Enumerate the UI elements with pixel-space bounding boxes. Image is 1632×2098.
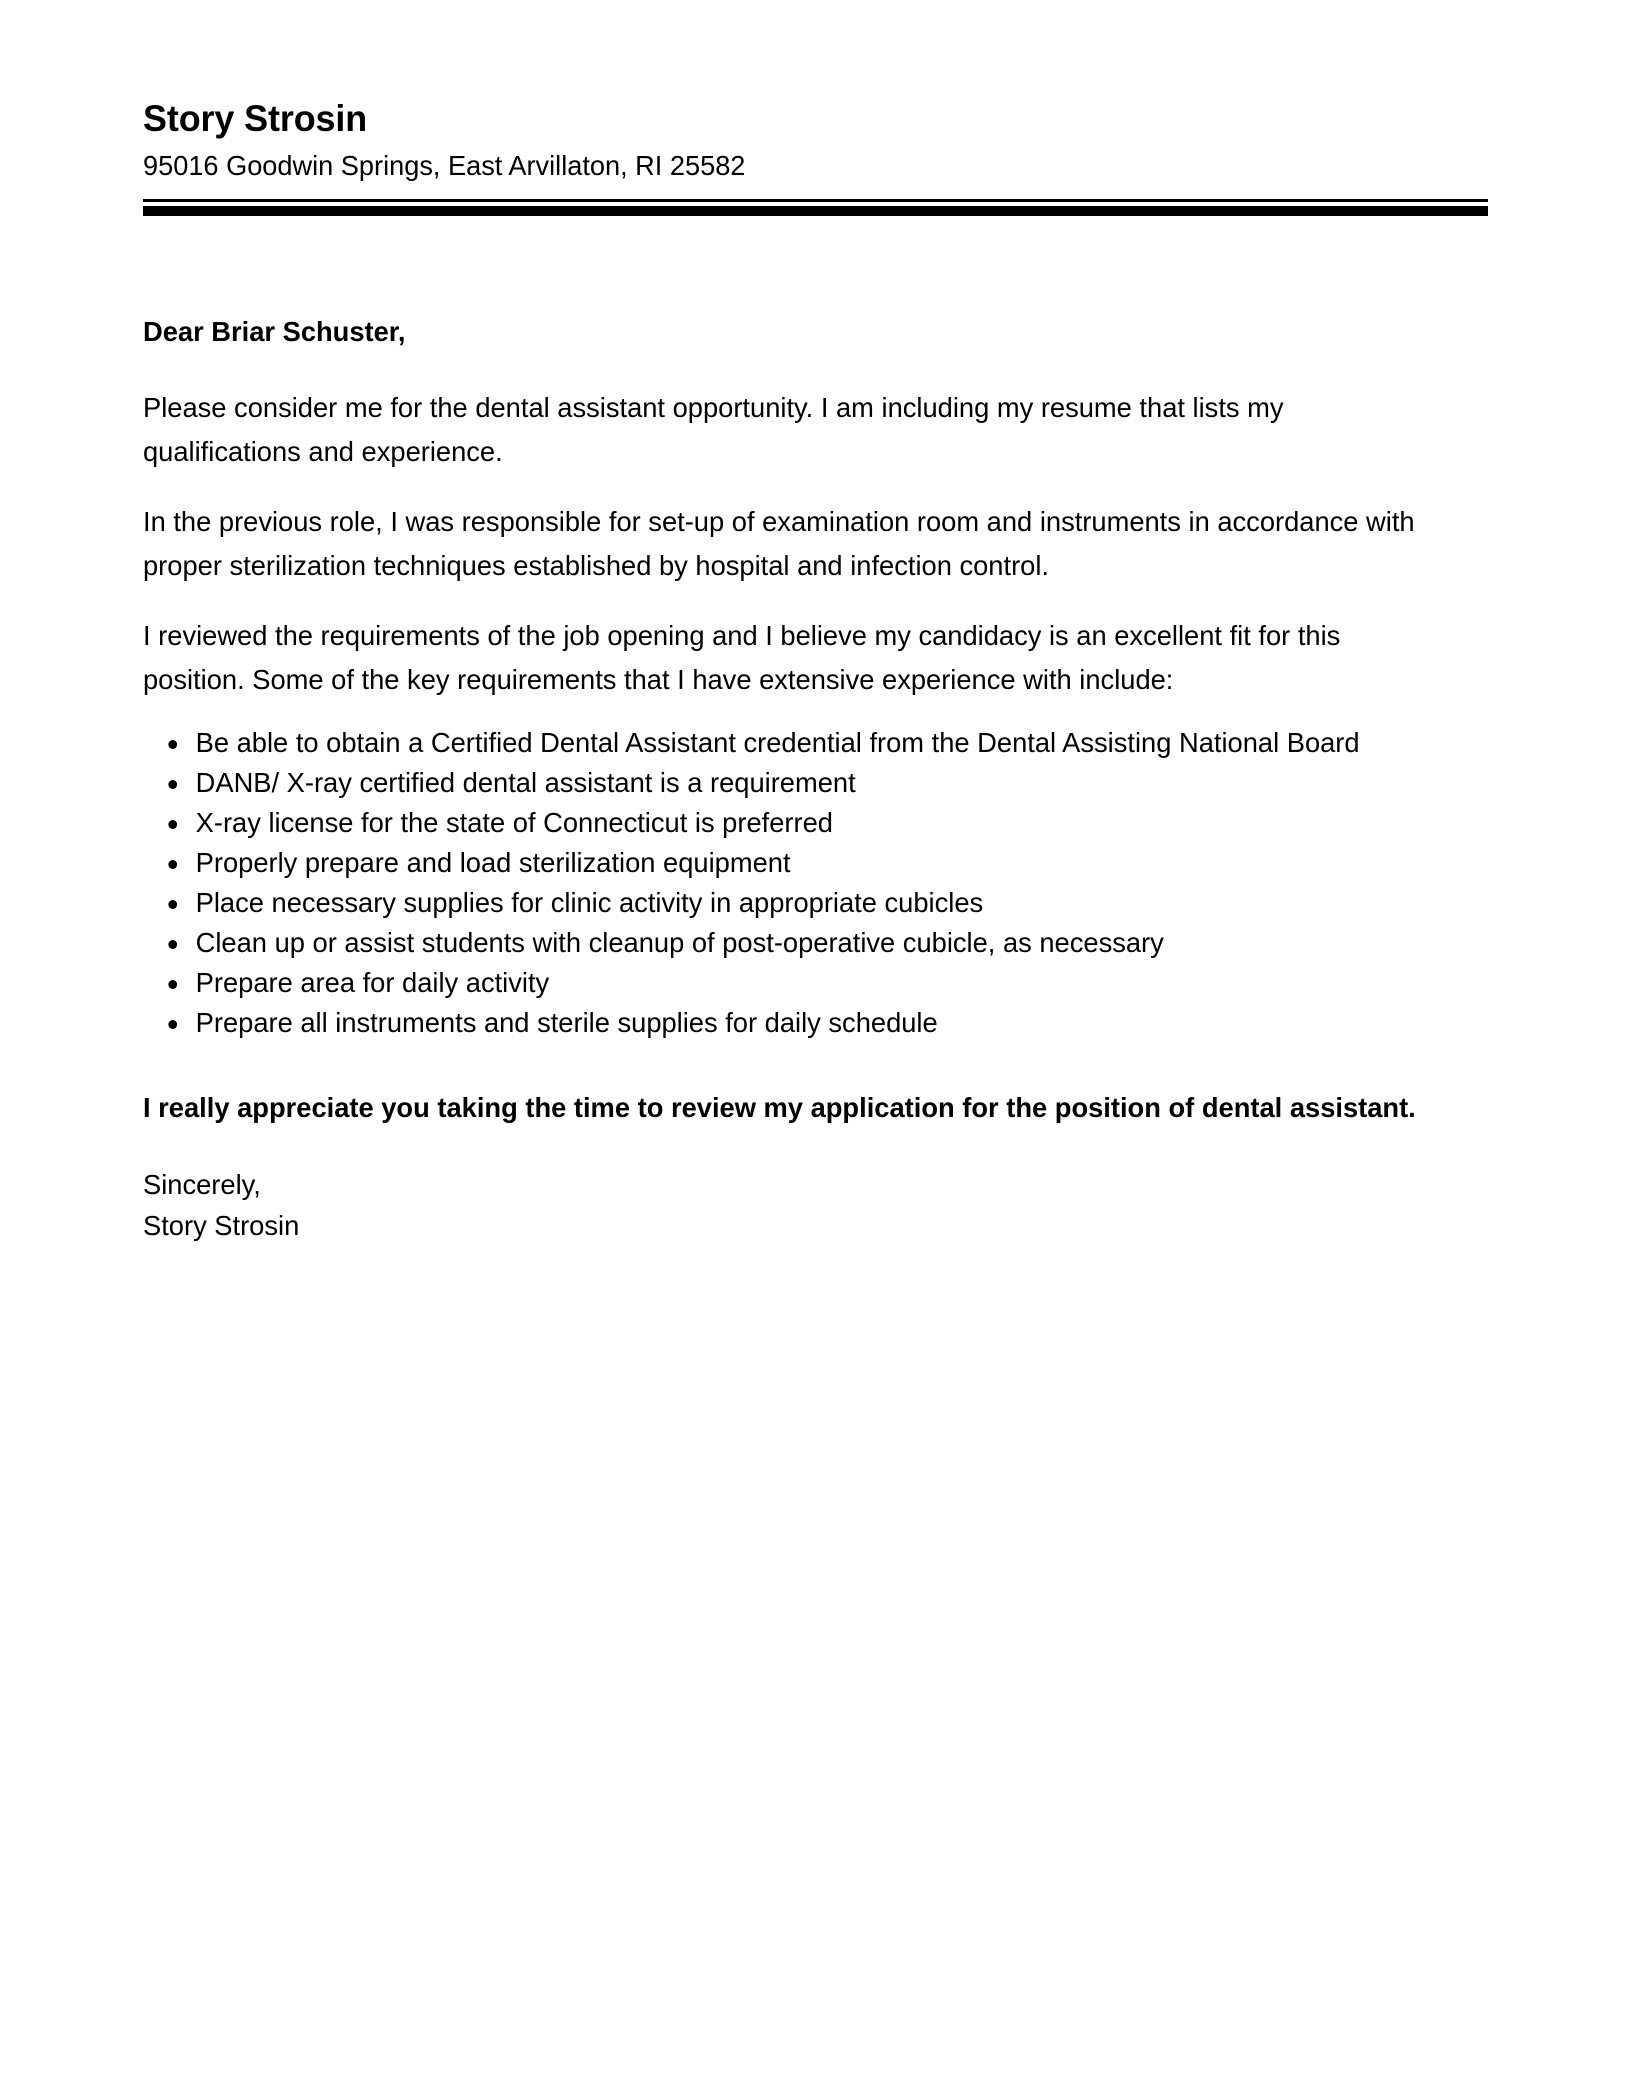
bullet-dot-icon — [168, 780, 177, 789]
list-item-label: Clean up or assist students with cleanup of post-operative cubicle, as necessary — [195, 927, 1164, 958]
list-item-label: X-ray license for the state of Connecticut is preferred — [195, 807, 833, 838]
list-item — [143, 928, 1445, 958]
letterhead — [143, 96, 1488, 184]
signer-name: Story Strosin — [143, 1210, 300, 1241]
bullet-dot-icon — [168, 820, 177, 829]
list-item-label: Prepare all instruments and sterile supplies for daily schedule — [195, 1007, 938, 1038]
list-item-label: Prepare area for daily activity — [195, 967, 550, 998]
letter-paragraph-2: In the previous role, I was responsible for set-up of examination room and instruments in accordance with proper sterilization techniques established by hospital and infection control. — [143, 506, 1415, 581]
bullet-dot-icon — [168, 1020, 177, 1029]
letter-paragraph-3: I reviewed the requirements of the job opening and I believe my candidacy is an excellent fit for this position. Some of the key requirements that I have extensive experience with include: — [143, 620, 1341, 695]
list-item — [143, 1008, 1445, 1038]
requirements-list — [143, 728, 1445, 1038]
bullet-dot-icon — [168, 740, 177, 749]
letterhead-divider — [143, 199, 1488, 216]
list-item — [143, 968, 1445, 998]
bullet-dot-icon — [168, 980, 177, 989]
list-item — [143, 848, 1445, 878]
list-item — [143, 728, 1445, 758]
list-item-label: Be able to obtain a Certified Dental Assistant credential from the Dental Assisting National Board — [195, 727, 1360, 758]
letter-body — [143, 312, 1478, 1246]
divider-thick-rule — [143, 206, 1488, 216]
sign-off: Sincerely, — [143, 1169, 261, 1200]
list-item — [143, 768, 1445, 798]
salutation: Dear Briar Schuster, — [143, 316, 406, 347]
bullet-dot-icon — [168, 860, 177, 869]
list-item — [143, 808, 1445, 838]
list-item-label: Place necessary supplies for clinic activity in appropriate cubicles — [195, 887, 984, 918]
list-item — [143, 888, 1445, 918]
signature-block — [143, 1164, 1445, 1246]
list-item-label: Properly prepare and load sterilization equipment — [195, 847, 791, 878]
sender-address: 95016 Goodwin Springs, East Arvillaton, RI 25582 — [143, 150, 746, 181]
closing-statement: I really appreciate you taking the time to review my application for the position of dental assistant. — [143, 1092, 1416, 1123]
letter-paragraph-1: Please consider me for the dental assistant opportunity. I am including my resume that lists my qualifications and experience. — [143, 392, 1284, 467]
bullet-dot-icon — [168, 940, 177, 949]
sender-name: Story Strosin — [143, 98, 368, 139]
list-item-label: DANB/ X-ray certified dental assistant is a requirement — [195, 767, 856, 798]
bullet-dot-icon — [168, 900, 177, 909]
